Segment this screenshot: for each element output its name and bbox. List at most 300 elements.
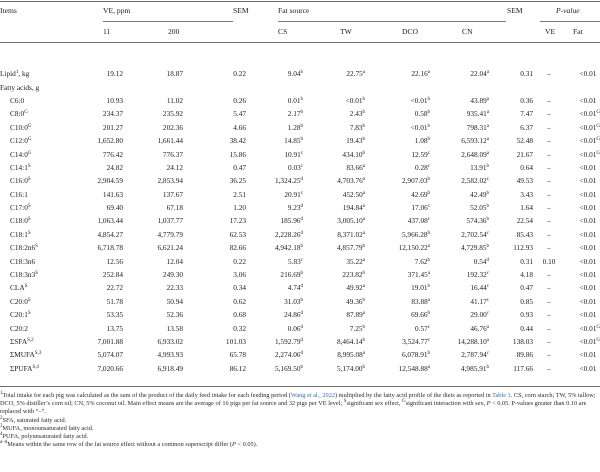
cs-value: 0.03$^c$ xyxy=(287,162,303,172)
tw-value: <0.01$^b$ xyxy=(345,95,365,105)
table-row xyxy=(0,107,600,120)
tw-value: 19.43$^b$ xyxy=(346,136,365,146)
row-label: $C20:1^S$ xyxy=(10,310,31,320)
tw-value: 8,371.02$^a$ xyxy=(337,229,365,239)
ve200-value: 137.67 xyxy=(162,189,183,199)
ve-200-header: 200 xyxy=(168,27,180,36)
sem2-value: 112.93 xyxy=(513,243,533,253)
footnote-2: $^2$SFA, saturated fatty acid. xyxy=(0,415,67,424)
ve200-value: 6,933.02 xyxy=(157,337,183,346)
ve11-value: 7,001.88 xyxy=(97,337,123,346)
tw-value: 35.22$^a$ xyxy=(346,256,365,266)
table-reference-link[interactable]: Table 1 xyxy=(492,392,511,399)
fatty-acid-intake-table xyxy=(0,67,600,375)
sem1-value: 1.20 xyxy=(233,203,246,213)
tw-value: 83.66$^a$ xyxy=(346,162,365,172)
sem2-value: 85.43 xyxy=(516,229,533,239)
pvalue-ve: – xyxy=(547,216,551,226)
table-row xyxy=(0,268,600,281)
sem2-value: 0.85 xyxy=(520,296,533,306)
sem1-value: 0.62 xyxy=(233,296,246,306)
dco-value: 19.01$^b$ xyxy=(411,283,430,293)
tw-value xyxy=(303,80,365,93)
cn-value: 574.36$^b$ xyxy=(466,216,489,226)
pvalue-ve: – xyxy=(547,149,551,159)
table-row xyxy=(0,161,600,174)
dco-value: 6,078.91$^b$ xyxy=(401,350,430,360)
tw-value: 2.43$^b$ xyxy=(349,109,365,119)
tw-value: 5,174.00$^b$ xyxy=(336,363,365,373)
row-label: C6:0 xyxy=(10,95,25,105)
sem1-header: SEM xyxy=(233,6,249,15)
ve11-value: 776.42 xyxy=(102,149,123,159)
row-label: $C14:1^S$ xyxy=(10,162,31,172)
ve11-value: 51.78 xyxy=(106,296,123,306)
row-label: $C14:0^G$ xyxy=(10,149,32,159)
ve200-value: 6,918.49 xyxy=(157,363,183,373)
table-row xyxy=(0,335,600,348)
sem2-value: 0.36 xyxy=(520,95,533,105)
table-row xyxy=(0,188,600,201)
row-label: $\Sigma MUFA^{S,3}$ xyxy=(10,350,42,360)
cn-value: 16.44$^c$ xyxy=(470,283,489,293)
tw-value: 434.10$^b$ xyxy=(342,149,365,159)
cs-value: 0.06$^d$ xyxy=(287,323,303,333)
sem1-value: 0.47 xyxy=(233,162,246,172)
ve200-value: 22.33 xyxy=(166,283,183,293)
ve-11-header: 11 xyxy=(103,27,111,36)
tw-value: 8,995.08$^a$ xyxy=(337,350,365,360)
dco-value: 42.69$^b$ xyxy=(411,189,430,199)
dco-header: DCO xyxy=(402,27,419,36)
cn-value: 935.41$^a$ xyxy=(466,109,489,119)
tw-value: 22.75$^a$ xyxy=(346,69,365,79)
tw-value: 4,857.79$^b$ xyxy=(336,243,365,253)
pvalue-fat: <0.01 xyxy=(579,189,597,199)
table-bottom-rule xyxy=(0,386,600,387)
cn-value: 41.17$^c$ xyxy=(470,296,489,306)
cs-value: 4.74$^d$ xyxy=(287,283,303,293)
footnote-5: $^{a-d}$Means within the same row of the fat source effect without a common superscript differ (P < 0.05). xyxy=(0,440,258,449)
sem1-value: 38.42 xyxy=(229,136,246,146)
row-label: $\Sigma SFA^{S,2}$ xyxy=(10,337,34,346)
pvalue-fat: <0.01 xyxy=(579,95,597,105)
pvalue-ve: – xyxy=(547,136,551,146)
tw-value: 223.82$^b$ xyxy=(342,270,365,280)
ve200-value: 2,853.94 xyxy=(157,176,183,186)
row-label: $C18:0^S$ xyxy=(10,216,31,226)
table-row xyxy=(0,201,600,214)
ve11-value: 12.56 xyxy=(106,256,123,266)
cn-value: 6,593.12$^a$ xyxy=(461,136,489,146)
pvalue-fat: <0.01 xyxy=(579,176,597,186)
pvalue-ve: – xyxy=(547,323,551,333)
cs-value: 9.23$^d$ xyxy=(287,203,303,213)
sem2-value: 138.03 xyxy=(512,337,533,346)
row-label: C16:1 xyxy=(10,189,28,199)
pvalue-ve: – xyxy=(547,95,551,105)
sem1-value: 65.78 xyxy=(229,350,246,360)
sem2-value: 0.47 xyxy=(520,283,533,293)
dco-value: 437.08$^c$ xyxy=(407,216,430,226)
table-row xyxy=(0,348,600,361)
table-row xyxy=(0,214,600,227)
ve200-value: 4,993.93 xyxy=(157,350,183,360)
ve11-value: 22.72 xyxy=(106,283,123,293)
sem2-value: 0.64 xyxy=(520,162,533,172)
pvalue-ve: – xyxy=(547,189,551,199)
header-bottom-rule xyxy=(0,42,600,43)
dco-value: 12,150.22$^a$ xyxy=(398,243,430,253)
pvalue-fat: $<0.01^G$ xyxy=(579,149,600,159)
footnote-4: $^4$PUFA, polyunsaturated fatty acid. xyxy=(0,432,89,441)
pvalue-fat: <0.01 xyxy=(579,162,597,172)
tw-value: 194.84$^a$ xyxy=(342,203,365,213)
cs-value: 185.96$^d$ xyxy=(280,216,303,226)
items-header: Items xyxy=(0,6,17,15)
pvalue-fat: $<0.01^G$ xyxy=(579,122,600,132)
sem1-value xyxy=(183,80,246,93)
row-label: C18:3n6 xyxy=(10,256,36,266)
cs-value: 1,592.79$^d$ xyxy=(274,337,303,346)
cn-value: 13.91$^b$ xyxy=(470,162,489,172)
row-label: $C18:1^S$ xyxy=(10,229,31,239)
cn-value: 192.32$^c$ xyxy=(466,270,489,280)
dco-value: 0.57$^c$ xyxy=(414,323,430,333)
row-label: $C18:2n6^S$ xyxy=(10,243,38,253)
row-label: $C10:0^G$ xyxy=(10,122,32,132)
pvalue-ve: 0.10 xyxy=(542,256,556,266)
table-row xyxy=(0,308,600,321)
sem2-value: 6.37 xyxy=(520,122,533,132)
table-row xyxy=(0,254,600,267)
pvalue-fat: <0.01 xyxy=(579,363,597,373)
sem2-value: 4.18 xyxy=(520,270,533,280)
cn-value xyxy=(430,80,489,93)
pvalue-fat-header: Fat xyxy=(573,27,583,36)
sem2-value: 89.86 xyxy=(516,350,533,360)
pvalue-ve-header: VE xyxy=(545,27,556,36)
row-label: $C20:0^S$ xyxy=(10,296,31,306)
footnote-3: $^3$MUFA, monounsaturated fatty acid. xyxy=(0,423,94,432)
sem1-value: 0.68 xyxy=(233,310,246,320)
pvalue-fat: $<0.01^G$ xyxy=(579,109,600,119)
sem2-value: 117.66 xyxy=(513,363,533,373)
cn-value: 2,702.54$^c$ xyxy=(461,229,489,239)
row-label: $C12:0^G$ xyxy=(10,136,32,146)
cn-value: 2,787.94$^c$ xyxy=(461,350,489,360)
cs-value: 9.04$^b$ xyxy=(287,69,303,79)
sem2-value: 49.53 xyxy=(516,176,533,186)
sem1-value: 0.22 xyxy=(233,256,246,266)
fat-source-group-header: Fat source xyxy=(278,6,310,15)
row-label: $C18:3n3^S$ xyxy=(10,270,38,280)
cs-value: 14.85$^b$ xyxy=(284,136,303,146)
sem2-value: 22.54 xyxy=(516,216,533,226)
sem1-value: 101.03 xyxy=(225,337,246,346)
sem1-value: 62.53 xyxy=(229,229,246,239)
cn-value: 14,288.10$^a$ xyxy=(457,337,489,346)
cn-value: 798.31$^a$ xyxy=(466,122,489,132)
ve11-value: 10.93 xyxy=(106,95,123,105)
cn-value: 42.49$^b$ xyxy=(470,189,489,199)
table-row xyxy=(0,134,600,147)
sem2-value xyxy=(489,80,533,93)
table-row xyxy=(0,295,600,308)
table-row xyxy=(0,94,600,107)
pvalue-fat: <0.01 xyxy=(579,69,597,79)
ve200-value: 235.92 xyxy=(162,109,183,119)
ve200-value: 24.12 xyxy=(166,162,183,172)
table-row xyxy=(0,362,600,375)
table-row xyxy=(0,321,600,334)
dco-value: <0.01$^b$ xyxy=(410,122,430,132)
pvalue-fat: $<0.01^G$ xyxy=(579,323,600,333)
tw-value: 3,005.10$^a$ xyxy=(337,216,365,226)
cn-value: 29.00$^c$ xyxy=(470,310,489,320)
citation-link[interactable]: Wang et al., 2022 xyxy=(290,392,335,399)
tw-value: 452.50$^a$ xyxy=(342,189,365,199)
pvalue-fat: <0.01 xyxy=(579,350,597,360)
ve11-value: 252.84 xyxy=(102,270,123,280)
sem1-value: 86.12 xyxy=(229,363,246,373)
ve11-value: 19.12 xyxy=(106,69,123,79)
ve11-value: 141.63 xyxy=(102,189,123,199)
ve200-value: 13.58 xyxy=(166,323,183,333)
ve11-value: 24.82 xyxy=(106,162,123,172)
dco-value: 12,548.88$^a$ xyxy=(398,363,430,373)
row-label: $CLA^S$ xyxy=(10,283,28,293)
pvalue-fat: <0.01 xyxy=(579,256,597,266)
dco-value: 12.59$^c$ xyxy=(411,149,430,159)
sem2-value: 0.31 xyxy=(520,69,533,79)
ve200-value: 11.02 xyxy=(166,95,183,105)
ve-group-header: VE, ppm xyxy=(103,6,131,15)
ve200-value: 776.37 xyxy=(162,149,183,159)
sem2-value: 0.44 xyxy=(520,323,533,333)
cs-value: 0.01$^b$ xyxy=(287,95,303,105)
pvalue-fat: <0.01 xyxy=(579,243,597,253)
row-label: $C17:0^S$ xyxy=(10,203,31,213)
cs-value: 1,324.25$^d$ xyxy=(274,176,303,186)
tw-header: TW xyxy=(340,27,352,36)
cn-value: 2,582.02$^c$ xyxy=(461,176,489,186)
pvalue-fat: <0.01 xyxy=(579,216,597,226)
pvalue-ve: – xyxy=(547,229,551,239)
cs-value xyxy=(246,80,303,93)
cs-value: 4,942.18$^b$ xyxy=(274,243,303,253)
pvalue-fat: <0.01 xyxy=(579,229,597,239)
pvalue-ve: – xyxy=(547,350,551,360)
cs-value: 2,274.06$^d$ xyxy=(274,350,303,360)
ve11-value: 53.35 xyxy=(106,310,123,320)
cs-value: 20.91$^c$ xyxy=(284,189,303,199)
pvalue-ve: – xyxy=(547,176,551,186)
tw-value: 4,703.76$^a$ xyxy=(337,176,365,186)
tw-value: 49.36$^b$ xyxy=(346,296,365,306)
ve11-value: 1,652.80 xyxy=(97,136,123,146)
cn-value: 2,648.09$^a$ xyxy=(461,149,489,159)
tw-value: 8,464.14$^b$ xyxy=(336,337,365,346)
dco-value xyxy=(365,80,430,93)
footnote-1: $^1$Total intake for each pig was calculated as the sum of the product of the daily feed intake for each feeding period (Wang et al., 2022) multiplied by the fatty acid profile of the diets as reported in Table 1. CS, corn starch; TW, 5% tallow; DCO, 5% distiller’s corn oil; CN, 5% coconut oil. Main effect means are the average of 16 pigs per fat source and 32 pigs per VE level; $^S$significant sex effect, $^G$significant interaction with sex, P < 0.05. P-values greater than 0.10 are replaced with “–”. xyxy=(0,391,596,416)
pvalue-ve: – xyxy=(547,363,551,373)
dco-value: 17.06$^c$ xyxy=(411,203,430,213)
pvalue-ve: – xyxy=(547,203,551,213)
dco-value: <0.01$^b$ xyxy=(410,95,430,105)
cs-value: 2.17$^b$ xyxy=(287,109,303,119)
sem1-value: 0.26 xyxy=(233,95,246,105)
cs-value: 5.83$^c$ xyxy=(287,256,303,266)
pvalue-ve: – xyxy=(547,69,551,79)
cs-value: 5,169.50$^b$ xyxy=(274,363,303,373)
tw-value: 87.89$^a$ xyxy=(346,310,365,320)
table-row xyxy=(0,241,600,254)
sem1-value: 0.32 xyxy=(233,323,246,333)
sem2-value: 3.43 xyxy=(520,189,533,199)
ve11-value: 5,074.07 xyxy=(97,350,123,360)
pvalue-fat: <0.01 xyxy=(579,270,597,280)
footnotes xyxy=(0,392,600,449)
pvalue-ve: – xyxy=(547,310,551,320)
sem2-header: SEM xyxy=(507,6,523,15)
sem1-value: 4.66 xyxy=(233,122,246,132)
row-label: Fatty acids, g xyxy=(0,82,40,92)
sem1-value: 15.86 xyxy=(229,149,246,159)
pvalue-group-rule xyxy=(540,21,600,22)
sem2-value: 1.64 xyxy=(520,203,533,213)
ve11-value: 1,063.44 xyxy=(97,216,123,226)
cn-value: 4,985.91$^b$ xyxy=(460,363,489,373)
dco-value: 0.58$^b$ xyxy=(414,109,430,119)
table-row xyxy=(0,281,600,294)
sem1-value: 17.23 xyxy=(229,216,246,226)
cs-value: 24.86$^d$ xyxy=(284,310,303,320)
table-row xyxy=(0,67,600,80)
table-row xyxy=(0,174,600,187)
pvalue-fat: <0.01 xyxy=(579,310,597,320)
pvalue-fat: $<0.01^G$ xyxy=(579,337,600,346)
ve200-value: 1,037.77 xyxy=(157,216,183,226)
ve200-value: 4,779.79 xyxy=(157,229,183,239)
dco-value: 0.28$^c$ xyxy=(414,162,430,172)
ve11-value: 201.27 xyxy=(102,122,123,132)
dco-value: 69.66$^b$ xyxy=(411,310,430,320)
ve200-value: 6,621.24 xyxy=(157,243,183,253)
cs-header: CS xyxy=(278,27,288,36)
cn-value: 22.04$^a$ xyxy=(470,69,489,79)
ve-group-rule xyxy=(103,21,233,22)
sem1-value: 3.06 xyxy=(233,270,246,280)
tw-value: 7.83$^b$ xyxy=(349,122,365,132)
table-body xyxy=(0,67,600,375)
ve200-value xyxy=(123,80,183,93)
cs-value: 2,228.26$^d$ xyxy=(274,229,303,239)
sem1-value: 2.51 xyxy=(233,189,246,199)
pvalue-ve: – xyxy=(547,296,551,306)
row-label: C20:2 xyxy=(10,323,28,333)
pvalue-ve: – xyxy=(547,283,551,293)
pvalue-header-text: P-value xyxy=(556,6,580,15)
pvalue-fat: <0.01 xyxy=(579,296,597,306)
ve200-value: 249.30 xyxy=(162,270,183,280)
ve11-value xyxy=(66,80,123,93)
ve11-value: 234.37 xyxy=(102,109,123,119)
ve11-value: 7,020.66 xyxy=(97,363,123,373)
cn-value: 46.76$^a$ xyxy=(470,323,489,333)
ve11-value: 13.75 xyxy=(106,323,123,333)
pvalue-fat: <0.01 xyxy=(579,203,597,213)
cs-value: 31.03$^b$ xyxy=(284,296,303,306)
pvalue-ve xyxy=(533,80,565,93)
cn-header: CN xyxy=(462,27,473,36)
pvalue-fat: <0.01 xyxy=(579,283,597,293)
pvalue-fat xyxy=(565,80,600,93)
ve200-value: 12.04 xyxy=(166,256,183,266)
tw-value: 49.92$^a$ xyxy=(346,283,365,293)
dco-value: 371.45$^a$ xyxy=(407,270,430,280)
sem2-value: 7.47 xyxy=(520,109,533,119)
sem2-value: 0.31 xyxy=(520,256,533,266)
pvalue-group-header xyxy=(556,6,580,15)
cn-value: 52.05$^b$ xyxy=(470,203,489,213)
row-label: $C8:0^G$ xyxy=(10,109,28,119)
fat-source-group-rule xyxy=(278,21,506,22)
pvalue-ve: – xyxy=(547,270,551,280)
dco-value: 2,907.03$^b$ xyxy=(401,176,430,186)
pvalue-ve: – xyxy=(547,337,551,346)
dco-value: 22.16$^a$ xyxy=(411,69,430,79)
dco-value: 5,966.28$^b$ xyxy=(401,229,430,239)
ve200-value: 52.36 xyxy=(166,310,183,320)
section-header-row xyxy=(0,80,600,93)
table-row xyxy=(0,147,600,160)
ve200-value: 50.94 xyxy=(166,296,183,306)
sem2-value: 0.93 xyxy=(520,310,533,320)
sem1-value: 0.34 xyxy=(233,283,246,293)
cs-value: 10.91$^c$ xyxy=(284,149,303,159)
ve200-value: 67.18 xyxy=(166,203,183,213)
sem1-value: 0.22 xyxy=(233,69,246,79)
pvalue-ve: – xyxy=(547,109,551,119)
row-label: $\Sigma PUFA^{S,4}$ xyxy=(10,363,39,373)
dco-value: 3,524.77$^c$ xyxy=(402,337,430,346)
dco-value: 7.62$^b$ xyxy=(414,256,430,266)
dco-value: 83.88$^a$ xyxy=(411,296,430,306)
ve200-value: 1,661.44 xyxy=(157,136,183,146)
table-row xyxy=(0,228,600,241)
top-rule xyxy=(0,1,600,2)
pvalue-fat: $<0.01^G$ xyxy=(579,136,600,146)
sem1-value: 82.66 xyxy=(229,243,246,253)
ve200-value: 202.36 xyxy=(162,122,183,132)
cn-value: 4,729.85$^b$ xyxy=(460,243,489,253)
tw-value: 7.25$^b$ xyxy=(349,323,365,333)
sem2-value: 21.67 xyxy=(516,149,533,159)
sem2-value: 52.48 xyxy=(516,136,533,146)
sem1-value: 5.47 xyxy=(233,109,246,119)
ve11-value: 4,854.27 xyxy=(97,229,123,239)
table-row xyxy=(0,121,600,134)
sem1-value: 36.25 xyxy=(229,176,246,186)
ve11-value: 6,718.78 xyxy=(97,243,123,253)
pvalue-ve: – xyxy=(547,162,551,172)
dco-value: 1.08$^b$ xyxy=(414,136,430,146)
cs-value: 1.28$^b$ xyxy=(287,122,303,132)
pvalue-ve: – xyxy=(547,122,551,132)
row-label: Lipid$^1$, kg xyxy=(0,69,30,79)
cn-value: 0.54$^d$ xyxy=(473,256,489,266)
